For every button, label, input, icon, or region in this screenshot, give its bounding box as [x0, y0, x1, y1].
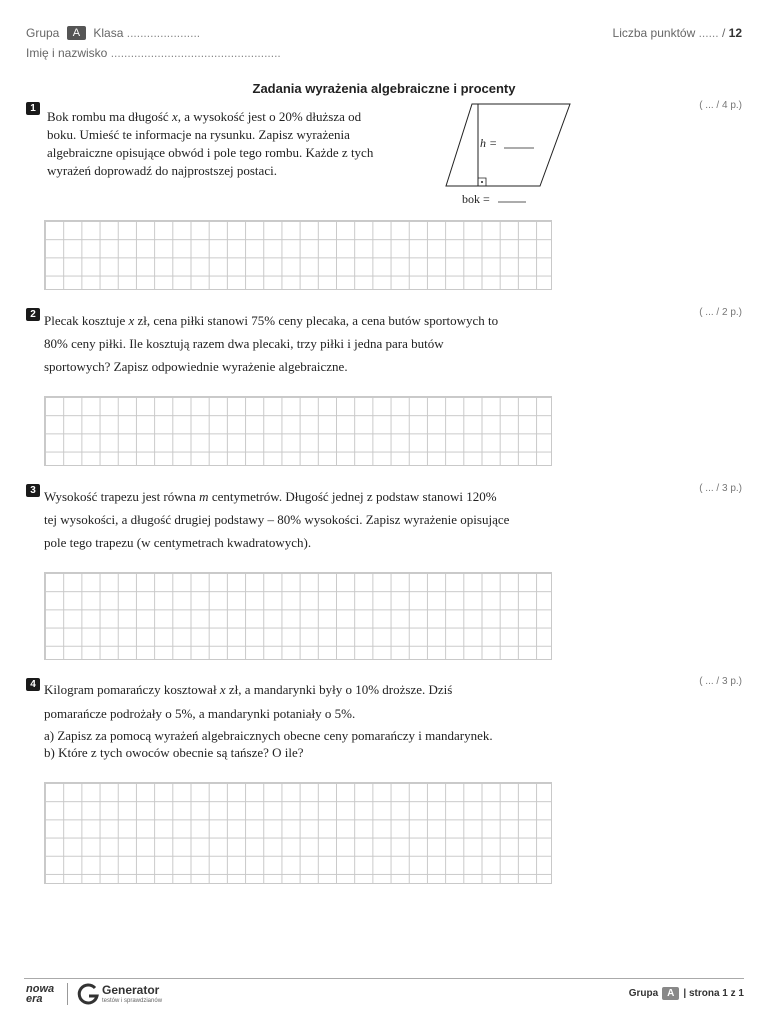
task-line: wyrażeń doprowadź do najprostszej postaci. [47, 163, 277, 178]
footer-page-info [629, 987, 744, 1000]
footer-group-label: Grupa [628, 988, 659, 999]
task-number-2: 2 [26, 308, 40, 321]
header-points [613, 26, 742, 40]
task-line: pomarańcze podrożały o 5%, a mandarynki potaniały o 5%. [44, 706, 356, 721]
name-field[interactable]: ................................................... [110, 46, 281, 60]
task-text-3 [44, 485, 509, 554]
name-label: Imię i nazwisko [26, 46, 108, 60]
side-label: bok = [462, 192, 490, 206]
points-separator: / [721, 26, 726, 40]
task-line: tej wysokości, a długość drugiej podstawy – 80% wysokości. Zapisz wyrażenie opisujące [44, 512, 510, 527]
footer-divider [24, 978, 744, 979]
task-points-1: ( ... / 4 p.) [699, 100, 742, 111]
generator-logo-subtitle: testów i sprawdzianów [102, 998, 163, 1004]
task-text-1 [47, 108, 373, 180]
footer-logo-separator [67, 983, 68, 1005]
task-line: sportowych? Zapisz odpowiednie wyrażenie algebraiczne. [44, 359, 348, 374]
logo-word-bottom: era [26, 993, 43, 1005]
task-text-2 [44, 309, 498, 378]
task-line: Bok rombu ma długość x, a wysokość jest o 20% dłuższa od [47, 109, 362, 124]
group-label: Grupa [26, 26, 60, 40]
task-line: Kilogram pomarańczy kosztował x zł, a mandarynki były o 10% droższe. Dziś [44, 682, 453, 697]
task-line: algebraiczne opisujące obwód i pole tego rombu. Każde z tych [47, 145, 374, 160]
task-number-1: 1 [26, 102, 40, 115]
nowa-era-logo [26, 984, 54, 1004]
answer-grid-3[interactable] [44, 572, 552, 660]
generator-logo-text: Generator [102, 983, 160, 997]
class-label: Klasa [93, 26, 124, 40]
right-angle-dot [481, 181, 483, 183]
rhombus-outline [446, 104, 570, 186]
class-field[interactable]: ...................... [126, 26, 201, 40]
points-field[interactable]: ...... [698, 26, 719, 40]
header-name-line [26, 46, 281, 60]
header-group-line [26, 26, 200, 40]
task-points-2: ( ... / 2 p.) [699, 307, 742, 318]
task-number-4: 4 [26, 678, 40, 691]
task-line: b) Które z tych owoców obecnie są tańsze? O ile? [44, 745, 304, 760]
task-line: boku. Umieść te informacje na rysunku. Zapisz wyrażenia [47, 127, 350, 142]
footer-group-badge: A [662, 987, 679, 1000]
task-line: Wysokość trapezu jest równa m centymetrów. Długość jednej z podstaw stanowi 120% [44, 489, 497, 504]
answer-grid-1[interactable] [44, 220, 552, 290]
task-line: 80% ceny piłki. Ile kosztują razem dwa plecaki, trzy piłki i jedna para butów [44, 336, 444, 351]
task-line: Plecak kosztuje x zł, cena piłki stanowi 75% ceny plecaka, a cena butów sportowych to [44, 313, 499, 328]
answer-grid-4[interactable] [44, 782, 552, 884]
task-number-3: 3 [26, 484, 40, 497]
task-points-4: ( ... / 3 p.) [699, 676, 742, 687]
footer-page-number: | strona 1 z 1 [683, 988, 744, 999]
task-points-3: ( ... / 3 p.) [699, 483, 742, 494]
answer-grid-2[interactable] [44, 396, 552, 466]
task-line: pole tego trapezu (w centymetrach kwadratowych). [44, 535, 312, 550]
points-max: 12 [728, 26, 742, 40]
task-text-4 [44, 678, 493, 761]
page-title: Zadania wyrażenia algebraiczne i procenty [252, 81, 516, 96]
logo-word-top: nowa [26, 983, 55, 995]
task-line: a) Zapisz za pomocą wyrażeń algebraicznych obecne ceny pomarańczy i mandarynek. [44, 728, 493, 743]
points-label: Liczba punktów [612, 26, 696, 40]
height-label: h = [480, 136, 498, 150]
group-badge: A [67, 26, 86, 40]
generator-logo-icon [76, 982, 100, 1006]
